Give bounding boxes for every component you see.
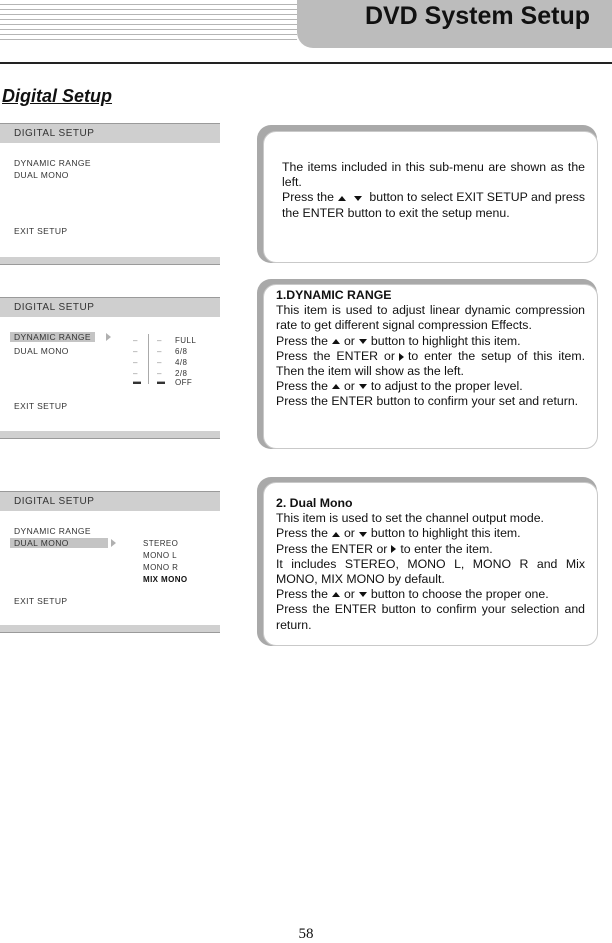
option-level: 2/8 <box>175 369 188 378</box>
menu-right-arrow-icon <box>111 539 116 547</box>
option-mode: MONO L <box>143 551 177 560</box>
header-tab <box>297 0 612 48</box>
up-arrow-icon <box>338 196 346 201</box>
menu-item-dynamic-range: DYNAMIC RANGE <box>14 526 91 536</box>
menu-right-arrow-icon <box>106 333 111 341</box>
info-box-dual-mono: 2. Dual Mono This item is used to set the channel output mode. Press the or button to highlight this item. Press the ENTER or to enter the item. It includes STEREO, MONO L, MONO R and Mix MONO, MIX MONO by default. Press the or button to choose the proper one. Press the ENTER button to confirm your selection and return. <box>263 482 598 646</box>
menu-footer-bar <box>0 625 220 632</box>
menu-item-exit-setup: EXIT SETUP <box>14 401 68 411</box>
page-header-title: DVD System Setup <box>364 2 590 30</box>
section-title: Digital Setup <box>2 86 113 106</box>
menu-title: DIGITAL SETUP <box>0 298 220 317</box>
right-arrow-icon <box>391 545 396 553</box>
option-level: 4/8 <box>175 358 188 367</box>
menu-item-exit-setup: EXIT SETUP <box>14 596 68 606</box>
menu-item-exit-setup: EXIT SETUP <box>14 226 68 236</box>
info-box-intro: The items included in this sub-menu are shown as the left. Press the button to select EXIT SETUP and press the ENTER button to exit the setup menu. <box>263 131 598 263</box>
up-arrow-icon <box>332 384 340 389</box>
up-arrow-icon <box>332 532 340 537</box>
menu-screenshot-3 <box>0 491 220 633</box>
info-box-dynamic-range: 1.DYNAMIC RANGE This item is used to adjust linear dynamic compression rate to get different signal compression Effects. Press the or button to highlight this item. Press the ENTER or to enter the setup of this item. Then the item will show as the left. Press the or to adjust to the proper level. Press the ENTER button to confirm your set and return. <box>263 284 598 449</box>
up-arrow-icon <box>332 592 340 597</box>
menu-screenshot-2: DIGITAL SETUP DYNAMIC RANGE DUAL MONO EXIT SETUP – – – – ▬ – – – – ▬ FULL 6/8 4/8 2/8 OFF <box>0 297 220 439</box>
menu-footer-bar <box>0 431 220 438</box>
option-level: 6/8 <box>175 347 188 356</box>
down-arrow-icon <box>359 592 367 597</box>
menu-item-dual-mono-selected: DUAL MONO <box>10 538 108 548</box>
option-mode: STEREO <box>143 539 179 548</box>
box-title: 2. Dual Mono <box>276 496 353 510</box>
header-rule <box>0 62 612 64</box>
down-arrow-icon <box>359 384 367 389</box>
menu-title: DIGITAL SETUP <box>0 124 220 143</box>
menu-item-dual-mono: DUAL MONO <box>14 346 69 356</box>
option-mode-default: MIX MONO <box>143 575 188 584</box>
option-mode: MONO R <box>143 563 179 572</box>
down-arrow-icon <box>359 532 367 537</box>
down-arrow-icon <box>359 339 367 344</box>
menu-item-dynamic-range: DYNAMIC RANGE <box>14 158 91 168</box>
menu-item-dual-mono: DUAL MONO <box>14 170 69 180</box>
box-title: 1.DYNAMIC RANGE <box>276 288 392 302</box>
menu-screenshot-1 <box>0 123 220 265</box>
menu-title: DIGITAL SETUP <box>0 492 220 511</box>
option-level: OFF <box>175 378 193 387</box>
right-arrow-icon <box>399 353 404 361</box>
up-arrow-icon <box>332 339 340 344</box>
down-arrow-icon <box>354 196 362 201</box>
page-number: 58 <box>298 926 314 942</box>
menu-footer-bar <box>0 257 220 264</box>
menu-item-dynamic-range-selected: DYNAMIC RANGE <box>10 332 95 342</box>
option-level: FULL <box>175 336 197 345</box>
intro-text: The items included in this sub-menu are shown as the left. <box>282 160 585 190</box>
